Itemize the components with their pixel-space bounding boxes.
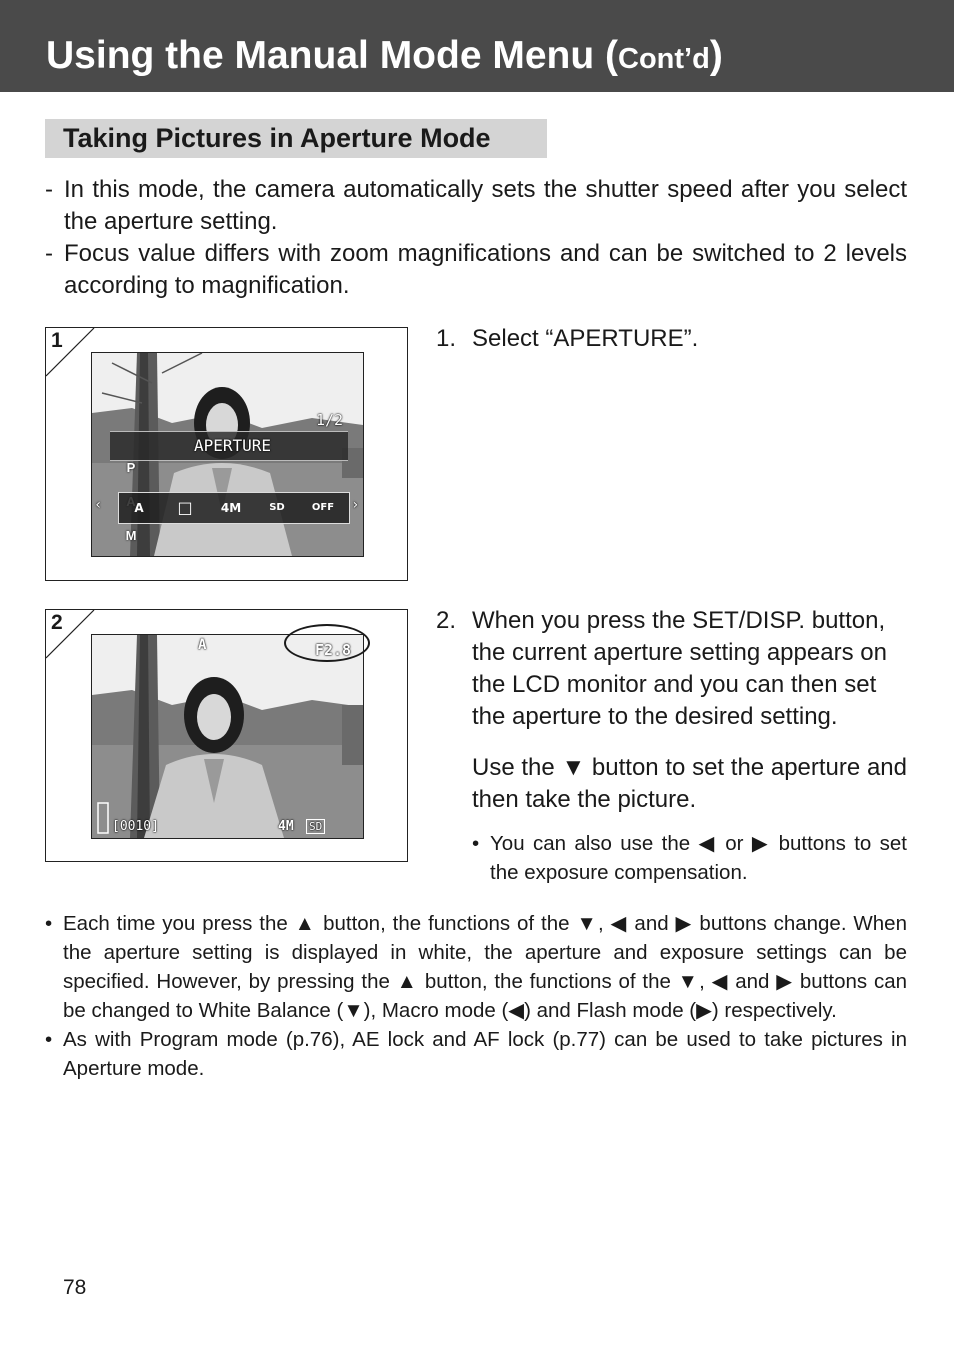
note-text: You can also use the ◀ or ▶ buttons to set the exposure compensation. — [490, 832, 907, 884]
page-header — [0, 0, 954, 92]
section-title: Taking Pictures in Aperture Mode — [63, 123, 491, 153]
bullet-marker: • — [45, 912, 53, 935]
step-2 — [436, 605, 907, 816]
intro-text: In this mode, the camera automatically sets the shutter speed after you select the aperture setting. — [64, 176, 907, 235]
page-title-main: Using the Manual Mode Menu ( — [46, 34, 618, 77]
step-text: Select “APERTURE”. — [472, 325, 699, 352]
lcd-screen-photo — [91, 634, 364, 839]
mode-icon-program: P — [126, 460, 136, 475]
sd-card-icon: SD — [306, 819, 325, 834]
intro-item — [45, 238, 907, 302]
page-title — [46, 32, 723, 83]
frame-count: [0010] — [112, 819, 159, 834]
sd-card-icon: SD — [269, 502, 285, 513]
page-number: 78 — [63, 1276, 87, 1299]
dash-marker: - — [45, 176, 53, 203]
aperture-mode-icon: A — [198, 637, 207, 653]
step-2-note — [472, 829, 907, 887]
page-indicator: 1/2 — [316, 411, 344, 429]
bullet-marker: • — [45, 1028, 53, 1051]
note-item — [45, 909, 907, 1025]
photo-scene-illustration — [92, 635, 363, 838]
step-text-secondary: Use the ▼ button to set the aperture and then take the picture. — [472, 754, 907, 813]
page-title-end: ) — [709, 34, 723, 77]
lcd-menu-title-bar — [110, 431, 348, 461]
intro-text: Focus value differs with zoom magnifications and can be switched to 2 levels according to magnification. — [64, 240, 907, 299]
step-text: When you press the SET/DISP. button, the current aperture setting appears on the LCD monitor and you can then set the aperture to the desired setting. — [472, 607, 887, 730]
figure-number: 2 — [51, 611, 63, 634]
self-timer-off-icon: OFF — [311, 502, 335, 513]
section-heading-bar — [45, 119, 547, 158]
note-item — [472, 829, 907, 887]
lcd-menu-label: APERTURE — [194, 436, 272, 455]
figure-1 — [45, 327, 408, 581]
bullet-marker: • — [472, 832, 480, 855]
chevron-right-icon: › — [351, 497, 360, 513]
page-title-contd: Cont’d — [618, 43, 710, 75]
dash-marker: - — [45, 240, 53, 267]
step-number: 2. — [436, 607, 457, 634]
resolution-icon: 4M — [278, 819, 294, 834]
lcd-icon-strip — [118, 492, 350, 524]
note-text: As with Program mode (p.76), AE lock and AF lock (p.77) can be used to take pictures in Aperture mode. — [63, 1028, 907, 1080]
step-body — [472, 605, 907, 816]
intro-item — [45, 174, 907, 238]
notes-list — [45, 909, 907, 1083]
single-shot-icon: □ — [177, 498, 193, 517]
note-item — [45, 1025, 907, 1083]
aperture-value: F2.8 — [314, 641, 352, 659]
step-1 — [436, 323, 907, 355]
figure-number: 1 — [51, 329, 63, 352]
mode-icon-manual: M — [125, 528, 137, 543]
step-number: 1. — [436, 325, 457, 352]
aperture-value-callout — [284, 624, 370, 662]
aperture-mode-icon: A — [134, 501, 144, 515]
intro-list — [45, 174, 907, 302]
lcd-screen-photo — [91, 352, 364, 557]
resolution-icon: 4M — [220, 501, 242, 515]
note-text: Each time you press the ▲ button, the functions of the ▼, ◀ and ▶ buttons change. When the aperture setting is displayed in white, the aperture and exposure settings can be specified. However, by pressing the ▲ button, the functions of the ▼, ◀ and ▶ buttons can be changed to White Balance (▼), Macro mode (◀) and Flash mode (▶) respectively. — [63, 912, 907, 1022]
chevron-left-icon: ‹ — [94, 497, 103, 513]
